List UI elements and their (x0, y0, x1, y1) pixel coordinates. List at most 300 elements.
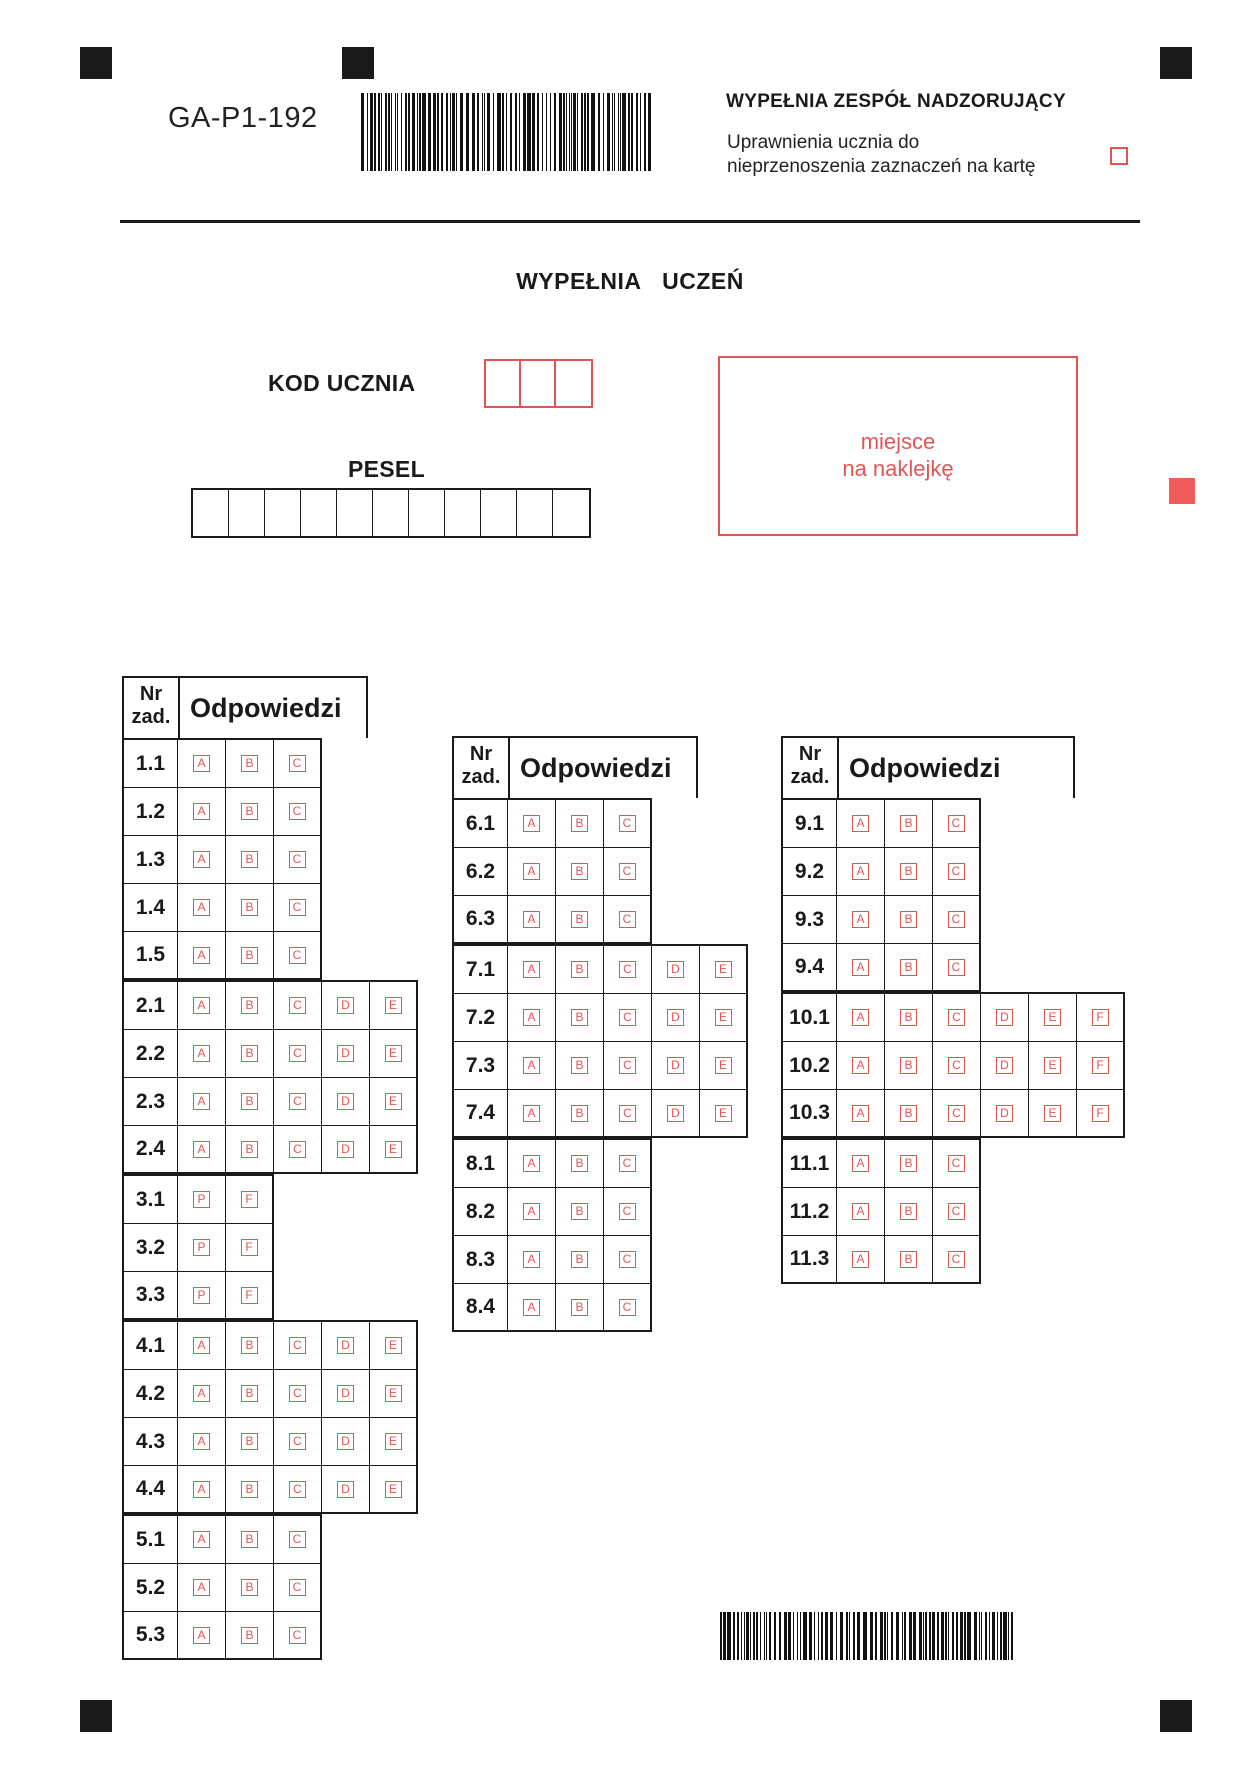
answer-option-box[interactable]: C (289, 1337, 306, 1354)
answer-option-box[interactable]: B (900, 1155, 917, 1172)
answer-option-box[interactable]: A (852, 1009, 869, 1026)
answer-option-box[interactable]: B (241, 803, 258, 820)
answer-option-cell[interactable] (226, 788, 274, 836)
answer-option-cell[interactable] (933, 848, 981, 896)
answer-option-cell[interactable] (604, 946, 652, 994)
answer-option-box[interactable]: C (948, 1203, 965, 1220)
answer-option-cell[interactable] (556, 1090, 604, 1138)
answer-option-cell[interactable] (556, 1188, 604, 1236)
answer-option-cell[interactable] (274, 1078, 322, 1126)
answer-option-cell[interactable] (556, 1042, 604, 1090)
answer-option-cell[interactable] (933, 944, 981, 992)
answer-option-cell[interactable] (322, 1418, 370, 1466)
answer-option-box[interactable]: A (852, 1155, 869, 1172)
answer-option-cell[interactable] (178, 1564, 226, 1612)
answer-option-cell[interactable] (226, 740, 274, 788)
answer-option-cell[interactable] (178, 1370, 226, 1418)
answer-option-cell[interactable] (1077, 1090, 1125, 1138)
answer-option-cell[interactable] (604, 848, 652, 896)
answer-option-cell[interactable] (885, 1188, 933, 1236)
answer-option-box[interactable]: B (900, 959, 917, 976)
answer-option-box[interactable]: A (523, 1009, 540, 1026)
answer-option-box[interactable]: B (241, 1433, 258, 1450)
pesel-box[interactable] (301, 490, 337, 536)
answer-option-box[interactable]: B (241, 1627, 258, 1644)
answer-option-box[interactable]: A (193, 1531, 210, 1548)
answer-option-box[interactable]: A (523, 1057, 540, 1074)
answer-option-cell[interactable] (885, 994, 933, 1042)
answer-option-box[interactable]: E (1044, 1009, 1061, 1026)
answer-option-box[interactable]: A (193, 1627, 210, 1644)
answer-option-cell[interactable] (178, 1126, 226, 1174)
answer-option-cell[interactable] (370, 1030, 418, 1078)
answer-option-box[interactable]: D (667, 961, 684, 978)
answer-option-box[interactable]: B (571, 1057, 588, 1074)
answer-option-box[interactable]: B (241, 947, 258, 964)
answer-option-box[interactable]: B (571, 1251, 588, 1268)
answer-option-cell[interactable] (178, 1176, 226, 1224)
answer-option-box[interactable]: B (571, 1105, 588, 1122)
answer-option-cell[interactable] (604, 1090, 652, 1138)
answer-option-cell[interactable] (652, 994, 700, 1042)
answer-option-box[interactable]: C (948, 863, 965, 880)
supervisor-checkbox[interactable] (1110, 147, 1128, 165)
answer-option-box[interactable]: A (852, 1251, 869, 1268)
answer-option-cell[interactable] (226, 1030, 274, 1078)
answer-option-box[interactable]: A (852, 815, 869, 832)
answer-option-box[interactable]: A (852, 1105, 869, 1122)
answer-option-box[interactable]: A (193, 1141, 210, 1158)
answer-option-cell[interactable] (178, 1322, 226, 1370)
answer-option-box[interactable]: F (1092, 1057, 1109, 1074)
answer-option-cell[interactable] (226, 1176, 274, 1224)
answer-option-cell[interactable] (556, 848, 604, 896)
answer-option-box[interactable]: A (193, 947, 210, 964)
answer-option-cell[interactable] (226, 1370, 274, 1418)
answer-option-cell[interactable] (556, 800, 604, 848)
answer-option-box[interactable]: D (667, 1009, 684, 1026)
answer-option-cell[interactable] (370, 1126, 418, 1174)
answer-option-box[interactable]: B (571, 1203, 588, 1220)
answer-option-box[interactable]: C (289, 1433, 306, 1450)
answer-option-cell[interactable] (556, 1284, 604, 1332)
answer-option-cell[interactable] (274, 1418, 322, 1466)
answer-option-box[interactable]: B (241, 755, 258, 772)
answer-option-box[interactable]: C (289, 1627, 306, 1644)
answer-option-box[interactable]: E (715, 1009, 732, 1026)
answer-option-cell[interactable] (226, 1322, 274, 1370)
answer-option-box[interactable]: F (1092, 1105, 1109, 1122)
answer-option-box[interactable]: P (193, 1239, 210, 1256)
answer-option-box[interactable]: A (193, 997, 210, 1014)
answer-option-box[interactable]: C (619, 863, 636, 880)
pesel-box[interactable] (517, 490, 553, 536)
answer-option-box[interactable]: B (241, 997, 258, 1014)
answer-option-cell[interactable] (604, 800, 652, 848)
answer-option-box[interactable]: D (337, 1093, 354, 1110)
answer-option-cell[interactable] (226, 1078, 274, 1126)
answer-option-cell[interactable] (885, 848, 933, 896)
answer-option-cell[interactable] (837, 1236, 885, 1284)
answer-option-cell[interactable] (508, 946, 556, 994)
answer-option-box[interactable]: B (241, 1579, 258, 1596)
answer-option-box[interactable]: C (289, 997, 306, 1014)
answer-option-cell[interactable] (322, 1322, 370, 1370)
answer-option-cell[interactable] (837, 800, 885, 848)
answer-option-cell[interactable] (178, 1078, 226, 1126)
answer-option-box[interactable]: A (852, 863, 869, 880)
answer-option-box[interactable]: D (337, 1141, 354, 1158)
answer-option-cell[interactable] (178, 1466, 226, 1514)
answer-option-cell[interactable] (274, 740, 322, 788)
answer-option-box[interactable]: D (996, 1105, 1013, 1122)
answer-option-box[interactable]: C (948, 1057, 965, 1074)
answer-option-box[interactable]: A (852, 911, 869, 928)
answer-option-cell[interactable] (981, 1042, 1029, 1090)
answer-option-cell[interactable] (226, 932, 274, 980)
answer-option-cell[interactable] (274, 836, 322, 884)
answer-option-box[interactable]: A (523, 1251, 540, 1268)
answer-option-box[interactable]: A (193, 1433, 210, 1450)
answer-option-cell[interactable] (226, 982, 274, 1030)
answer-option-cell[interactable] (885, 1140, 933, 1188)
answer-option-box[interactable]: P (193, 1287, 210, 1304)
answer-option-cell[interactable] (1077, 994, 1125, 1042)
pesel-box[interactable] (193, 490, 229, 536)
answer-option-cell[interactable] (322, 1078, 370, 1126)
answer-option-cell[interactable] (274, 1030, 322, 1078)
answer-option-cell[interactable] (604, 1188, 652, 1236)
answer-option-cell[interactable] (604, 1140, 652, 1188)
answer-option-box[interactable]: C (619, 1009, 636, 1026)
answer-option-box[interactable]: A (193, 899, 210, 916)
answer-option-box[interactable]: B (571, 863, 588, 880)
answer-option-box[interactable]: A (523, 1155, 540, 1172)
answer-option-cell[interactable] (885, 1090, 933, 1138)
pesel-box[interactable] (265, 490, 301, 536)
answer-option-box[interactable]: A (193, 1579, 210, 1596)
answer-option-box[interactable]: C (289, 1531, 306, 1548)
answer-option-box[interactable]: A (523, 1105, 540, 1122)
kod-box[interactable] (556, 361, 591, 406)
answer-option-box[interactable]: B (241, 1141, 258, 1158)
pesel-box[interactable] (229, 490, 265, 536)
answer-option-cell[interactable] (556, 1236, 604, 1284)
pesel-box[interactable] (481, 490, 517, 536)
answer-option-box[interactable]: E (385, 1045, 402, 1062)
answer-option-box[interactable]: A (523, 1299, 540, 1316)
answer-option-box[interactable]: C (289, 1481, 306, 1498)
answer-option-cell[interactable] (508, 800, 556, 848)
answer-option-box[interactable]: C (619, 1251, 636, 1268)
answer-option-box[interactable]: C (619, 1057, 636, 1074)
answer-option-box[interactable]: E (1044, 1105, 1061, 1122)
answer-option-box[interactable]: E (385, 1385, 402, 1402)
answer-option-cell[interactable] (508, 994, 556, 1042)
answer-option-cell[interactable] (226, 1272, 274, 1320)
answer-option-cell[interactable] (178, 884, 226, 932)
answer-option-box[interactable]: B (241, 851, 258, 868)
answer-option-cell[interactable] (370, 1418, 418, 1466)
answer-option-box[interactable]: B (571, 1155, 588, 1172)
pesel-field[interactable] (191, 488, 591, 538)
answer-option-box[interactable]: A (193, 851, 210, 868)
answer-option-cell[interactable] (700, 946, 748, 994)
answer-option-cell[interactable] (1077, 1042, 1125, 1090)
answer-option-box[interactable]: C (619, 1155, 636, 1172)
answer-option-cell[interactable] (700, 1090, 748, 1138)
answer-option-box[interactable]: D (337, 1337, 354, 1354)
answer-option-cell[interactable] (370, 1370, 418, 1418)
answer-option-cell[interactable] (274, 788, 322, 836)
pesel-box[interactable] (373, 490, 409, 536)
answer-option-cell[interactable] (837, 994, 885, 1042)
pesel-box[interactable] (553, 490, 589, 536)
answer-option-cell[interactable] (274, 1612, 322, 1660)
answer-option-box[interactable]: A (852, 1057, 869, 1074)
answer-option-box[interactable]: C (948, 1105, 965, 1122)
answer-option-box[interactable]: D (337, 1385, 354, 1402)
answer-option-cell[interactable] (178, 788, 226, 836)
answer-option-cell[interactable] (508, 848, 556, 896)
answer-option-box[interactable]: C (289, 1385, 306, 1402)
answer-option-cell[interactable] (837, 848, 885, 896)
answer-option-box[interactable]: A (193, 803, 210, 820)
answer-option-cell[interactable] (652, 1090, 700, 1138)
answer-option-box[interactable]: D (337, 1481, 354, 1498)
answer-option-cell[interactable] (178, 1272, 226, 1320)
answer-option-box[interactable]: E (385, 1093, 402, 1110)
answer-option-cell[interactable] (1029, 1090, 1077, 1138)
answer-option-cell[interactable] (508, 1140, 556, 1188)
kod-box[interactable] (521, 361, 556, 406)
answer-option-box[interactable]: B (241, 1481, 258, 1498)
answer-option-cell[interactable] (837, 1188, 885, 1236)
answer-option-cell[interactable] (933, 800, 981, 848)
answer-option-cell[interactable] (508, 1284, 556, 1332)
answer-option-cell[interactable] (370, 982, 418, 1030)
answer-option-box[interactable]: B (241, 1093, 258, 1110)
pesel-box[interactable] (445, 490, 481, 536)
answer-option-box[interactable]: A (523, 815, 540, 832)
answer-option-box[interactable]: A (523, 863, 540, 880)
answer-option-cell[interactable] (933, 896, 981, 944)
answer-option-box[interactable]: B (900, 1251, 917, 1268)
answer-option-box[interactable]: B (241, 1045, 258, 1062)
answer-option-cell[interactable] (274, 982, 322, 1030)
answer-option-box[interactable]: C (289, 755, 306, 772)
answer-option-box[interactable]: E (385, 997, 402, 1014)
answer-option-box[interactable]: C (289, 803, 306, 820)
answer-option-cell[interactable] (1029, 1042, 1077, 1090)
answer-option-box[interactable]: A (523, 961, 540, 978)
answer-option-cell[interactable] (178, 1516, 226, 1564)
answer-option-box[interactable]: E (715, 961, 732, 978)
answer-option-cell[interactable] (604, 1236, 652, 1284)
answer-option-cell[interactable] (178, 740, 226, 788)
answer-option-box[interactable]: C (948, 815, 965, 832)
pesel-box[interactable] (409, 490, 445, 536)
answer-option-cell[interactable] (178, 982, 226, 1030)
answer-option-cell[interactable] (885, 800, 933, 848)
answer-option-cell[interactable] (226, 836, 274, 884)
answer-option-box[interactable]: C (619, 1105, 636, 1122)
answer-option-box[interactable]: A (523, 1203, 540, 1220)
answer-option-box[interactable]: C (289, 1045, 306, 1062)
answer-option-cell[interactable] (508, 1090, 556, 1138)
answer-option-box[interactable]: B (571, 911, 588, 928)
answer-option-box[interactable]: D (337, 997, 354, 1014)
answer-option-cell[interactable] (226, 1224, 274, 1272)
answer-option-cell[interactable] (1029, 994, 1077, 1042)
answer-option-cell[interactable] (178, 1030, 226, 1078)
answer-option-cell[interactable] (981, 1090, 1029, 1138)
answer-option-box[interactable]: E (385, 1481, 402, 1498)
answer-option-box[interactable]: B (571, 815, 588, 832)
answer-option-box[interactable]: E (1044, 1057, 1061, 1074)
answer-option-box[interactable]: C (289, 899, 306, 916)
answer-option-box[interactable]: B (900, 911, 917, 928)
answer-option-box[interactable]: C (948, 1155, 965, 1172)
answer-option-cell[interactable] (226, 1126, 274, 1174)
answer-option-box[interactable]: E (385, 1141, 402, 1158)
answer-option-box[interactable]: D (667, 1057, 684, 1074)
answer-option-cell[interactable] (274, 884, 322, 932)
answer-option-box[interactable]: B (900, 815, 917, 832)
answer-option-cell[interactable] (370, 1322, 418, 1370)
answer-option-box[interactable]: C (289, 1579, 306, 1596)
answer-option-box[interactable]: A (193, 1337, 210, 1354)
answer-option-cell[interactable] (885, 1236, 933, 1284)
answer-option-box[interactable]: C (619, 961, 636, 978)
answer-option-cell[interactable] (322, 1370, 370, 1418)
answer-option-cell[interactable] (652, 946, 700, 994)
answer-option-cell[interactable] (652, 1042, 700, 1090)
answer-option-cell[interactable] (885, 1042, 933, 1090)
answer-option-box[interactable]: B (900, 863, 917, 880)
answer-option-cell[interactable] (178, 1224, 226, 1272)
answer-option-cell[interactable] (556, 994, 604, 1042)
answer-option-cell[interactable] (322, 982, 370, 1030)
answer-option-cell[interactable] (604, 994, 652, 1042)
answer-option-cell[interactable] (226, 1564, 274, 1612)
answer-option-box[interactable]: B (900, 1203, 917, 1220)
answer-option-box[interactable]: D (337, 1433, 354, 1450)
answer-option-cell[interactable] (322, 1466, 370, 1514)
answer-option-cell[interactable] (178, 836, 226, 884)
answer-option-cell[interactable] (837, 1090, 885, 1138)
answer-option-box[interactable]: B (241, 1531, 258, 1548)
answer-option-cell[interactable] (604, 1284, 652, 1332)
answer-option-cell[interactable] (700, 994, 748, 1042)
answer-option-cell[interactable] (274, 1466, 322, 1514)
answer-option-cell[interactable] (508, 1042, 556, 1090)
answer-option-cell[interactable] (370, 1078, 418, 1126)
answer-option-cell[interactable] (226, 1612, 274, 1660)
answer-option-box[interactable]: C (289, 947, 306, 964)
answer-option-box[interactable]: A (523, 911, 540, 928)
answer-option-box[interactable]: A (193, 755, 210, 772)
answer-option-box[interactable]: C (619, 815, 636, 832)
answer-option-box[interactable]: C (619, 1203, 636, 1220)
answer-option-cell[interactable] (508, 896, 556, 944)
answer-option-cell[interactable] (933, 1188, 981, 1236)
kod-ucznia-field[interactable] (484, 359, 593, 408)
answer-option-box[interactable]: D (996, 1057, 1013, 1074)
answer-option-cell[interactable] (274, 1322, 322, 1370)
answer-option-cell[interactable] (885, 896, 933, 944)
answer-option-cell[interactable] (178, 932, 226, 980)
answer-option-box[interactable]: C (948, 911, 965, 928)
answer-option-box[interactable]: B (571, 961, 588, 978)
answer-option-box[interactable]: A (193, 1045, 210, 1062)
answer-option-cell[interactable] (885, 944, 933, 992)
answer-option-box[interactable]: A (193, 1481, 210, 1498)
answer-option-box[interactable]: B (241, 899, 258, 916)
kod-box[interactable] (486, 361, 521, 406)
answer-option-cell[interactable] (837, 896, 885, 944)
answer-option-box[interactable]: F (241, 1287, 258, 1304)
answer-option-box[interactable]: B (900, 1057, 917, 1074)
answer-option-cell[interactable] (274, 1370, 322, 1418)
answer-option-box[interactable]: C (948, 1009, 965, 1026)
answer-option-box[interactable]: A (852, 959, 869, 976)
answer-option-box[interactable]: B (900, 1105, 917, 1122)
answer-option-cell[interactable] (556, 1140, 604, 1188)
answer-option-cell[interactable] (933, 1090, 981, 1138)
answer-option-cell[interactable] (933, 1042, 981, 1090)
answer-option-box[interactable]: E (715, 1057, 732, 1074)
answer-option-cell[interactable] (508, 1188, 556, 1236)
answer-option-cell[interactable] (226, 1418, 274, 1466)
answer-option-cell[interactable] (556, 946, 604, 994)
answer-option-cell[interactable] (933, 994, 981, 1042)
answer-option-cell[interactable] (226, 1466, 274, 1514)
answer-option-cell[interactable] (322, 1126, 370, 1174)
answer-option-box[interactable]: C (948, 959, 965, 976)
answer-option-box[interactable]: D (667, 1105, 684, 1122)
answer-option-box[interactable]: C (948, 1251, 965, 1268)
answer-option-cell[interactable] (837, 1042, 885, 1090)
answer-option-box[interactable]: A (852, 1203, 869, 1220)
answer-option-box[interactable]: C (289, 851, 306, 868)
answer-option-cell[interactable] (837, 944, 885, 992)
answer-option-box[interactable]: P (193, 1191, 210, 1208)
answer-option-cell[interactable] (933, 1140, 981, 1188)
answer-option-box[interactable]: E (715, 1105, 732, 1122)
answer-option-box[interactable]: A (193, 1385, 210, 1402)
answer-option-cell[interactable] (508, 1236, 556, 1284)
answer-option-box[interactable]: D (996, 1009, 1013, 1026)
answer-option-box[interactable]: C (619, 911, 636, 928)
answer-option-box[interactable]: E (385, 1433, 402, 1450)
answer-option-cell[interactable] (274, 932, 322, 980)
answer-option-cell[interactable] (178, 1418, 226, 1466)
answer-option-box[interactable]: F (241, 1239, 258, 1256)
answer-option-box[interactable]: E (385, 1337, 402, 1354)
pesel-box[interactable] (337, 490, 373, 536)
answer-option-cell[interactable] (322, 1030, 370, 1078)
answer-option-cell[interactable] (604, 1042, 652, 1090)
answer-option-cell[interactable] (226, 1516, 274, 1564)
answer-option-cell[interactable] (370, 1466, 418, 1514)
answer-option-box[interactable]: B (241, 1385, 258, 1402)
answer-option-box[interactable]: A (193, 1093, 210, 1110)
answer-option-cell[interactable] (933, 1236, 981, 1284)
answer-option-cell[interactable] (178, 1612, 226, 1660)
answer-option-box[interactable]: B (241, 1337, 258, 1354)
answer-option-box[interactable]: C (289, 1141, 306, 1158)
